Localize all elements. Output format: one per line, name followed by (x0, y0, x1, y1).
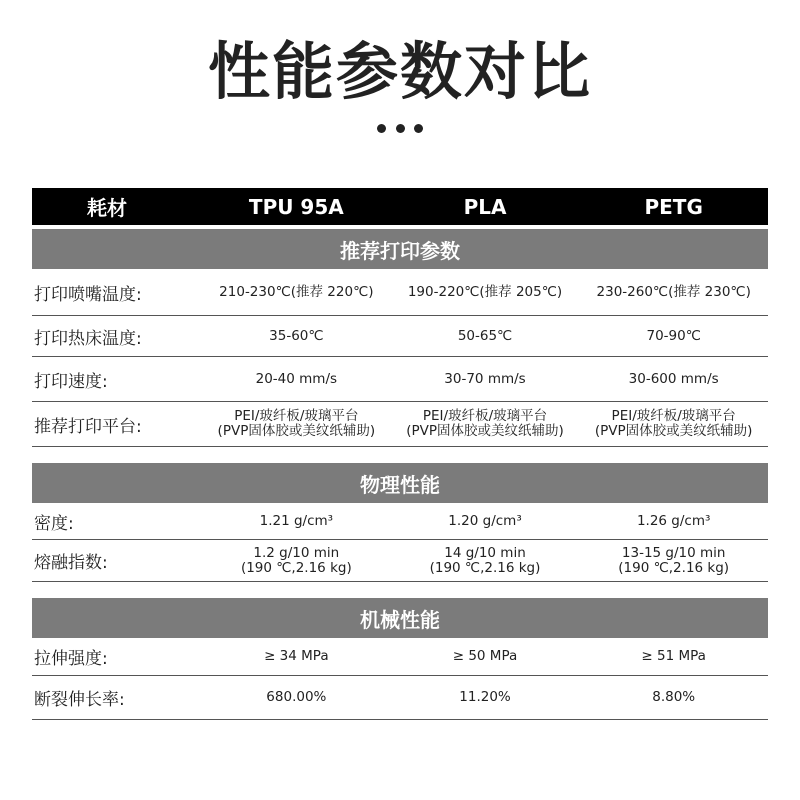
table-cell: 11.20% (459, 689, 511, 705)
table-cell: PEI/玻纤板/玻璃平台 (PVP固体胶或美纹纸辅助) (406, 408, 564, 439)
comparison-table (32, 188, 768, 720)
table-cell: 1.2 g/10 min (190 ℃,2.16 kg) (240, 544, 352, 576)
table-header (32, 188, 768, 225)
dot-icon (414, 124, 423, 133)
row-label: 推荐打印平台: (34, 416, 142, 437)
table-row (32, 357, 768, 402)
header-column-petg: PETG (644, 194, 703, 219)
table-row (32, 402, 768, 447)
decorative-dots (0, 118, 800, 128)
row-label: 拉伸强度: (34, 649, 108, 669)
table-cell: ≥ 51 MPa (641, 648, 706, 664)
table-row (32, 269, 768, 316)
header-column-pla: PLA (463, 194, 507, 219)
table-cell: 1.20 g/cm³ (448, 512, 522, 529)
page-title: 性能参数对比 (207, 35, 592, 108)
section-header-physical: 物理性能 (32, 463, 768, 503)
row-label: 密度: (34, 513, 74, 534)
row-label: 打印热床温度: (34, 328, 142, 349)
table-cell: 35-60℃ (269, 327, 324, 344)
table-cell: 680.00% (266, 689, 327, 705)
table-cell: 14 g/10 min (190 ℃,2.16 kg) (429, 544, 541, 576)
table-cell: PEI/玻纤板/玻璃平台 (PVP固体胶或美纹纸辅助) (594, 408, 753, 439)
table-cell: 1.26 g/cm³ (636, 512, 711, 529)
table-cell: 13-15 g/10 min (190 ℃,2.16 kg) (618, 544, 730, 576)
row-label: 打印喷嘴温度: (34, 284, 142, 305)
table-cell: 30-600 mm/s (628, 370, 719, 387)
table-cell: 70-90℃ (646, 327, 701, 344)
table-cell: 30-70 mm/s (444, 370, 526, 387)
table-row (32, 503, 768, 540)
table-cell: ≥ 34 MPa (264, 648, 329, 664)
header-column-tpu: TPU 95A (248, 194, 344, 219)
table-row (32, 540, 768, 582)
header-label: 耗材 (87, 196, 127, 220)
table-cell: 210-230℃(推荐 220℃) (219, 283, 374, 300)
table-cell: 1.21 g/cm³ (259, 512, 334, 529)
dot-icon (396, 124, 405, 133)
section-header-print-params: 推荐打印参数 (32, 229, 768, 269)
row-label: 打印速度: (34, 371, 108, 392)
table-cell: 230-260℃(推荐 230℃) (596, 283, 751, 300)
table-cell: 20-40 mm/s (255, 370, 338, 387)
row-label: 熔融指数: (34, 553, 108, 573)
table-cell: PEI/玻纤板/玻璃平台 (PVP固体胶或美纹纸辅助) (217, 408, 376, 439)
table-cell: 50-65℃ (457, 327, 513, 344)
section-header-mechanical: 机械性能 (32, 598, 768, 638)
table-cell: 190-220℃(推荐 205℃) (407, 283, 563, 300)
table-cell: ≥ 50 MPa (452, 648, 518, 664)
dot-icon (377, 124, 386, 133)
table-cell: 8.80% (652, 689, 696, 705)
table-row (32, 316, 768, 357)
table-row (32, 676, 768, 720)
table-row (32, 638, 768, 676)
row-label: 断裂伸长率: (34, 690, 125, 710)
